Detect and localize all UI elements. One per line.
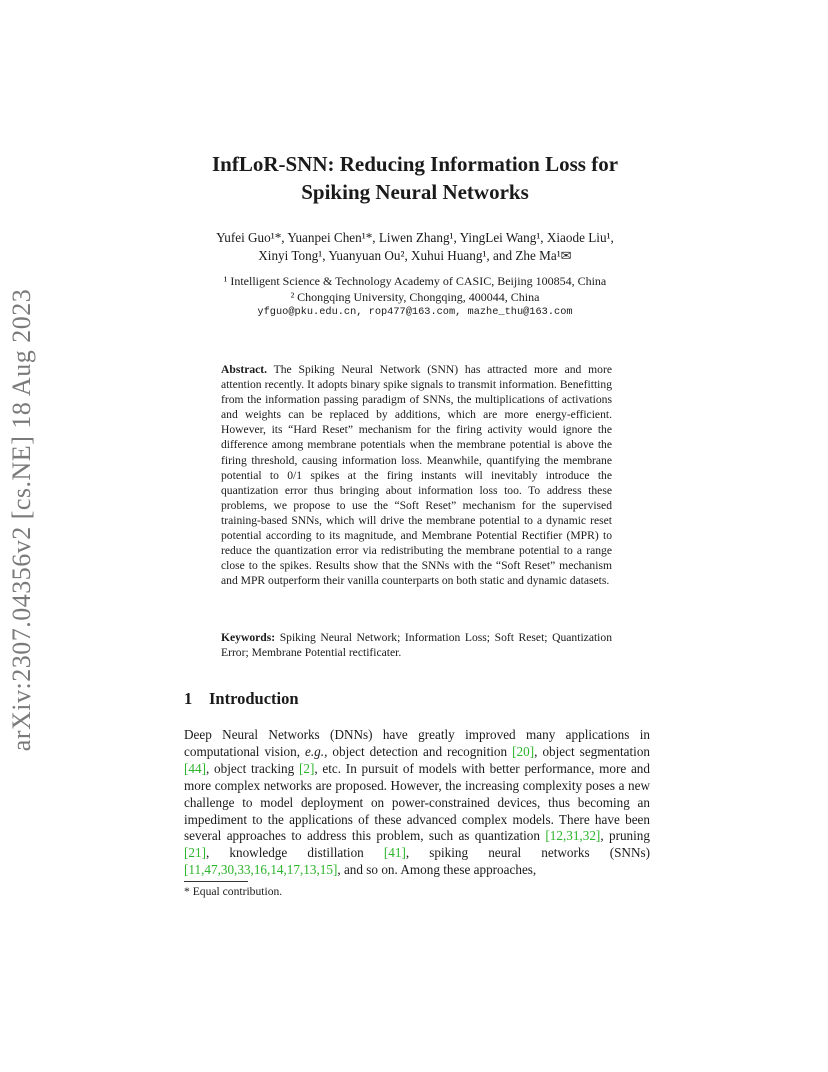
- affiliations: [150, 274, 680, 321]
- citation-link[interactable]: [20]: [512, 743, 535, 759]
- intro-text: , and so on. Among these approaches,: [337, 862, 537, 878]
- intro-text: , etc. In pursuit of models with better performance, more and more complex networks are proposed. However, the increasing complexity poses a new challenge to model deployment on power-constrained devices, thus becoming an impediment to the applications of these advanced complex models. There have been several approaches to address this problem, such as quantization: [184, 760, 650, 844]
- keywords-label: Keywords:: [221, 631, 276, 644]
- intro-text: , object tracking: [205, 760, 299, 776]
- citation-link[interactable]: [21]: [184, 845, 206, 861]
- paper-title: [150, 150, 680, 206]
- keywords-text: Spiking Neural Network; Information Loss; Soft Reset; Quantization Error; Membrane Potential rectificater.: [221, 631, 612, 660]
- footnote-rule: [184, 881, 248, 882]
- authors-line-2: Xinyi Tong¹, Yuanyuan Ou², Xuhui Huang¹, and Zhe Ma¹✉: [258, 248, 572, 263]
- intro-text: , object detection and recognition: [324, 743, 513, 759]
- affiliation-2: ² Chongqing University, Chongqing, 400044, China: [290, 289, 540, 304]
- citation-link[interactable]: [12,31,32]: [545, 828, 601, 844]
- citation-link[interactable]: [41]: [383, 845, 406, 861]
- intro-text: , knowledge distillation: [205, 845, 384, 861]
- abstract-text: The Spiking Neural Network (SNN) has attracted more and more attention recently. It adopts binary spike signals to transmit information. Benefitting from the information passing paradigm of SNNs, the multiplications of activations and weights can be replaced by additions, which are more energy-efficient. However, its “Hard Reset” mechanism for the firing activity would ignore the difference among membrane potentials when the membrane potential is above the firing threshold, causing information loss. Meanwhile, quantifying the membrane potential to 0/1 spikes at the firing instants will inevitably introduce the quantization error thus bringing about information loss too. To address these problems, we propose to use the “Soft Reset” mechanism for the supervised training-based SNNs, which will drive the membrane potential to a dynamic reset potential according to its magnitude, and Membrane Potential Rectifier (MPR) to reduce the quantization error via redistributing the membrane potential to a range close to the spikes. Results show that the SNNs with the “Soft Reset” mechanism and MPR outperform their vanilla counterparts on both static and dynamic datasets.: [221, 363, 612, 588]
- keywords: [221, 630, 612, 660]
- citation-link[interactable]: [2]: [298, 760, 315, 776]
- section-number: 1: [184, 689, 193, 708]
- title-line-2: Spiking Neural Networks: [301, 180, 529, 204]
- intro-text: Deep Neural Networks (DNNs) have greatly improved many applications in computational vision,: [184, 727, 650, 759]
- affiliation-1: ¹ Intelligent Science & Technology Academy of CASIC, Beijing 100854, China: [223, 274, 607, 288]
- authors-line-1: Yufei Guo¹*, Yuanpei Chen¹*, Liwen Zhang¹, YingLei Wang¹, Xiaode Liu¹,: [216, 230, 614, 245]
- introduction-paragraph: [184, 727, 650, 879]
- footnote: * Equal contribution.: [184, 885, 283, 898]
- intro-eg: e.g.: [305, 743, 325, 759]
- abstract-label: Abstract.: [221, 363, 268, 376]
- section-heading: [184, 689, 299, 709]
- intro-text: , pruning: [600, 828, 650, 844]
- intro-text: , spiking neural networks (SNNs): [405, 845, 650, 861]
- citation-link[interactable]: [11,47,30,33,16,14,17,13,15]: [184, 862, 338, 878]
- citation-link[interactable]: [44]: [184, 760, 206, 776]
- intro-text: , object segmentation: [534, 743, 651, 759]
- author-list: [150, 229, 680, 265]
- abstract: [221, 362, 612, 588]
- title-line-1: InfLoR-SNN: Reducing Information Loss for: [211, 152, 619, 176]
- arxiv-identifier: arXiv:2307.04356v2 [cs.NE] 18 Aug 2023: [7, 288, 36, 752]
- author-emails[interactable]: yfguo@pku.edu.cn, rop477@163.com, mazhe_thu@163.com: [257, 306, 573, 318]
- section-title: Introduction: [209, 689, 299, 708]
